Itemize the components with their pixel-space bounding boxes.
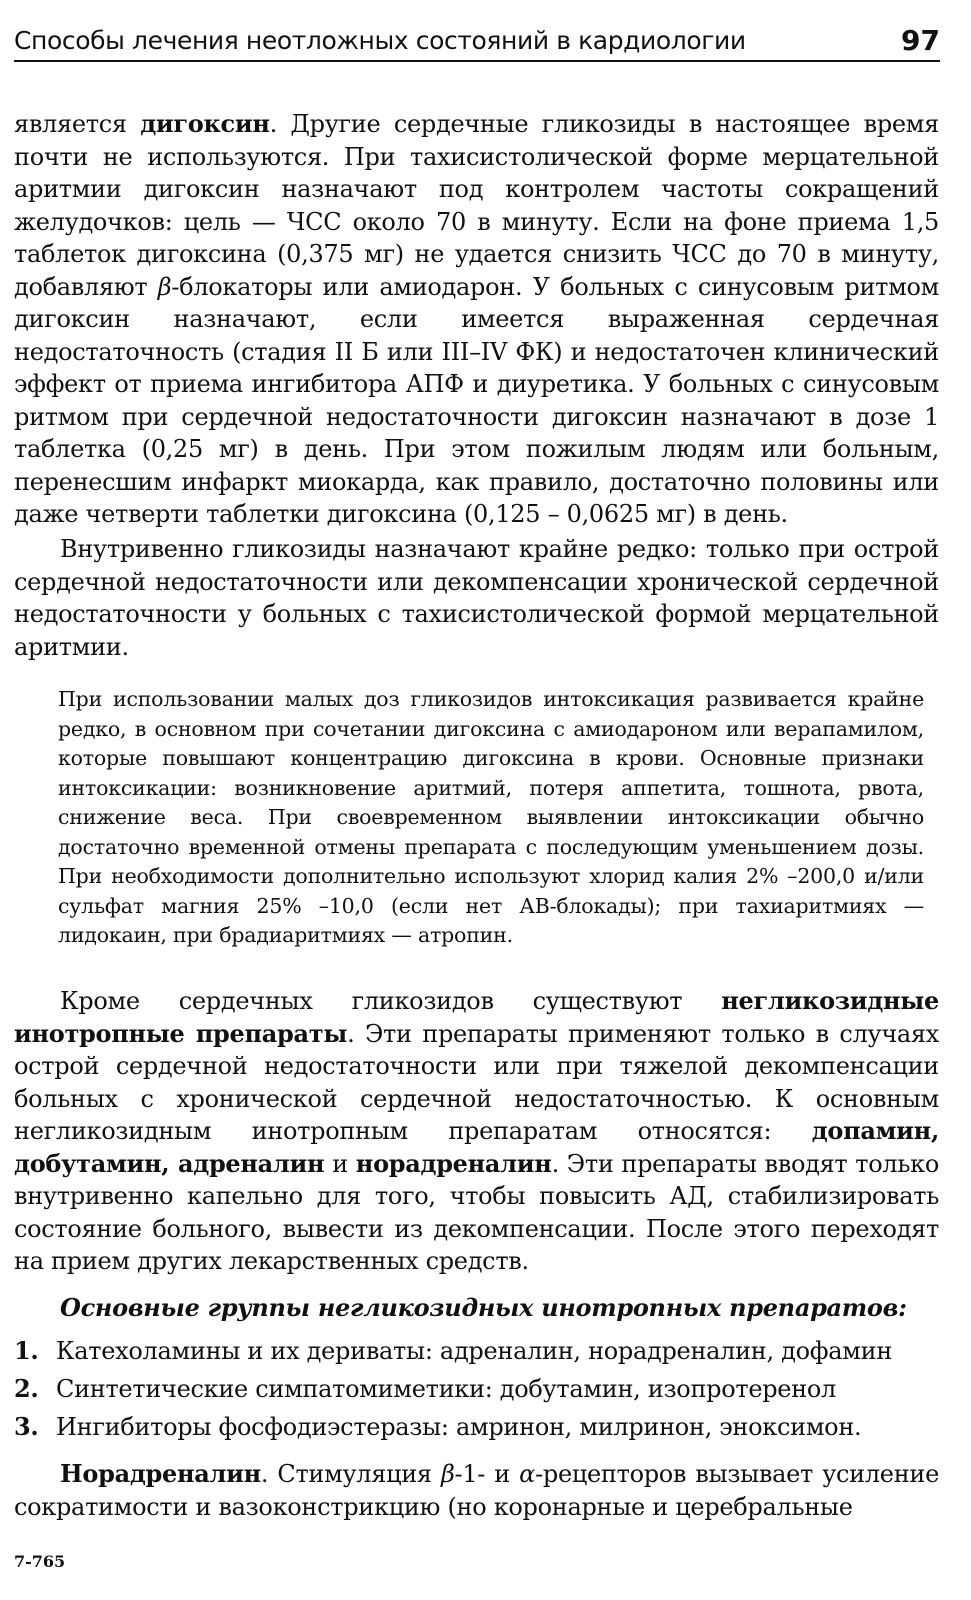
p3-text-d: . Эти препараты вводят только внутривенно капельно для того, чтобы повысить АД, стабилизировать состояние больного, вывести из декомпенсации. После этого переходят на прием других лекарственных средств. [14,1149,939,1275]
p3-text-a: Кроме сердечных гликозидов существуют [60,987,722,1015]
intoxication-note [58,685,924,951]
p1-bold-digoxin: дигоксин [140,109,270,138]
list-item-text: Ингибиторы фосфодиэстеразы: амринон, милринон, эноксимон. [56,1413,862,1441]
list-item-number: 2. [14,1374,39,1403]
p2-text: Внутривенно гликозиды назначают крайне редко: только при острой сердечной недостаточности или декомпенсации хронической сердечной недостаточности у больных с тахисистолической формой мерцательной аритмии. [14,535,939,661]
list-item [14,1336,939,1374]
running-header [14,26,940,62]
p4-text-b: -1- и [454,1460,520,1488]
list-item [14,1374,939,1412]
paragraph-2 [14,533,939,663]
drug-groups-list [14,1336,939,1450]
p1-text-b: . Другие сердечные гликозиды в настоящее время почти не используются. При тахисистолической форме мерцательной аритмии дигоксин назначают под контролем частоты сокращений желудочков: цель — ЧСС около 70 в минуту. Если на фоне приема 1,5 таблеток дигоксина (0,375 мг) не удается снизить ЧСС до 70 в минуту, добавляют [14,110,939,301]
list-item-text: Катехоламины и их дериваты: адреналин, норадреналин, дофамин [56,1337,893,1365]
p1-text-a: является [14,110,141,138]
p3-bold-nonglycoside: негликозидные инотропные препараты [14,986,939,1048]
p3-text-b: . Эти препараты применяют только в случаях острой сердечной недостаточности или при тяжелой декомпенсации больных с хронической сердечной недостаточностью. К основным негликозидным инотропным препаратам относятся: [14,1019,939,1145]
header-title: Способы лечения неотложных состояний в кардиологии [14,26,746,55]
p4-beta-symbol: β [440,1460,455,1488]
p1-text-c: -блокаторы или амиодарон. У больных с синусовым ритмом дигоксин назначают, если имеется выраженная сердечная недостаточность (стадия II Б или III–IV ФК) и недостаточен клинический эффект от приема ингибитора АПФ и диуретика. У больных с синусовым ритмом при сердечной недостаточности дигоксин назначают в дозе 1 таблетка (0,25 мг) в день. При этом пожилым людям или больным, перенесшим инфаркт миокарда, как правило, достаточно половины или даже четверти таблетки дигоксина (0,125 – 0,0625 мг) в день. [14,272,940,528]
list-item [14,1412,939,1450]
paragraph-3 [14,985,939,1278]
p4-bold-noradrenaline: Норадреналин [60,1459,261,1488]
list-item-number: 3. [14,1412,39,1441]
paragraph-1 [14,108,939,531]
list-item-number: 1. [14,1336,39,1365]
p4-text-c: -рецепторов вызывает усиление сократимости и вазоконстрикцию (но коронарные и церебральные [14,1460,939,1521]
p4-alpha-symbol: α [519,1460,536,1488]
paragraph-4 [14,1458,939,1523]
p3-bold-noradrenaline: норадреналин [355,1148,552,1178]
signature-mark: 7-765 [14,1552,66,1571]
list-item-text: Синтетические симпатомиметики: добутамин, изопротеренол [56,1375,836,1403]
p4-text-a: . Стимуляция [260,1460,441,1488]
page-number: 97 [901,24,940,57]
note-text: При использовании малых доз гликозидов интоксикация развивается крайне редко, в основном при сочетании дигоксина с амиодароном или верапамилом, которые повышают концентрацию дигоксина в крови. Основные признаки интоксикации: возникновение аритмий, потеря аппетита, тошнота, рвота, снижение веса. При своевременном выявлении интоксикации обычно достаточно временной отмены препарата с последующим уменьшением дозы. При необходимости дополнительно используют хлорид калия 2% –200,0 и/или сульфат магния 25% –10,0 (если нет АВ-блокады); при тахиаритмиях — лидокаин, при брадиаритмиях — атропин. [58,687,924,947]
list-title: Основные группы негликозидных инотропных препаратов: [60,1293,907,1322]
p3-bold-drugs: допамин, добутамин, адреналин [14,1116,939,1178]
p3-text-c: и [324,1149,356,1178]
p1-beta-symbol: β [157,272,172,301]
